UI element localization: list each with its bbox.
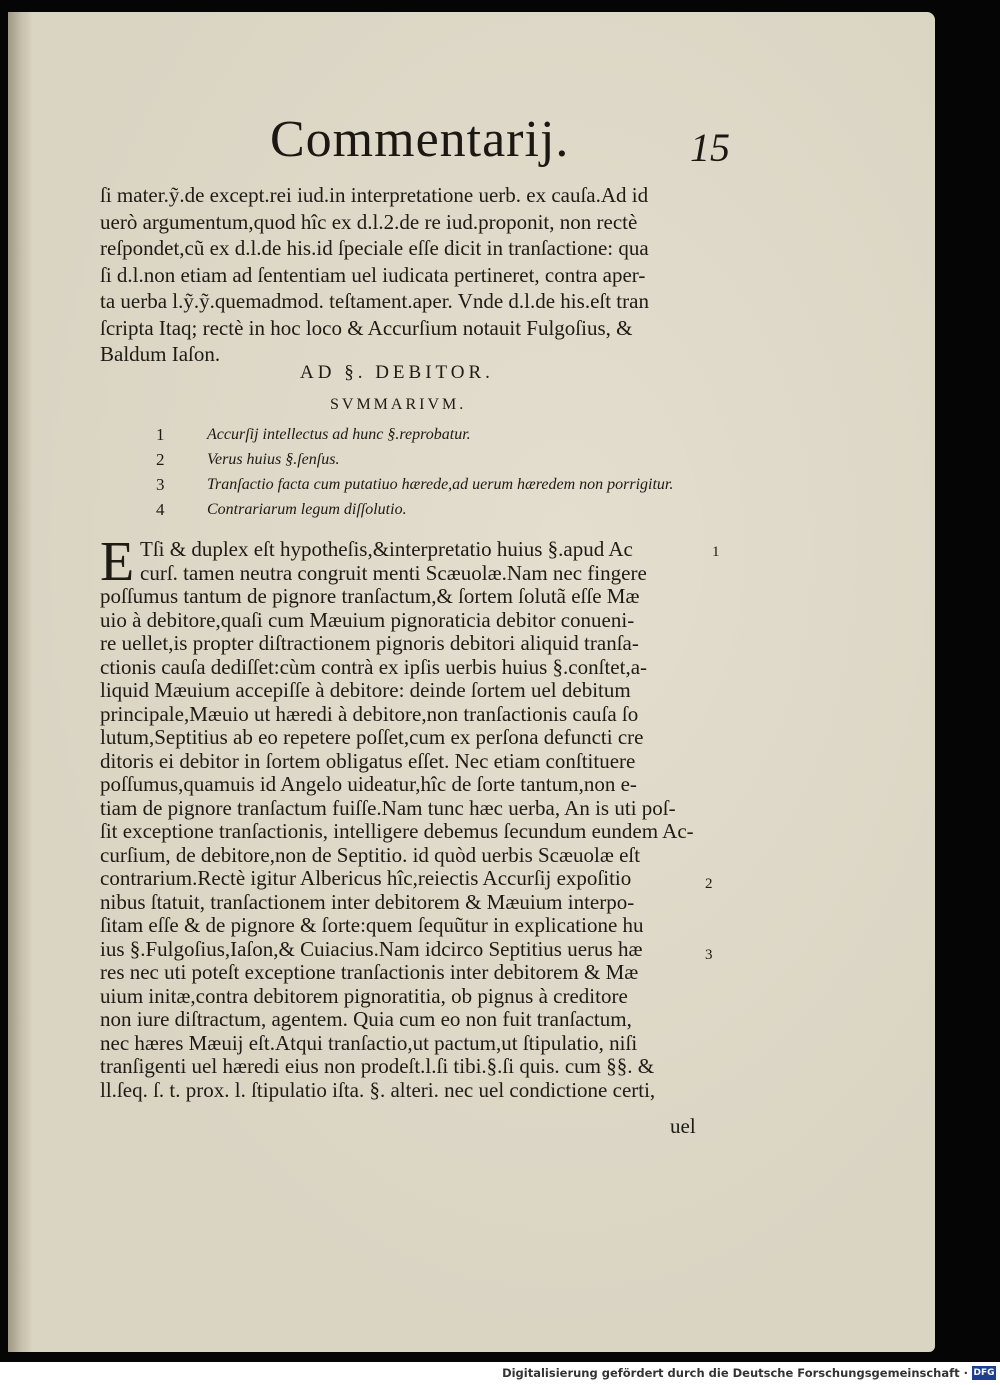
margin-note: 3 <box>705 947 713 963</box>
summary-heading: SVMMARIVM. <box>330 396 467 413</box>
text-line: tranſigenti uel hæredi eius non prodeſt.l.ſi tibi.§.ſi quis. cum §§. & <box>100 1055 655 1078</box>
summary-number: 3 <box>156 475 165 494</box>
summary-text: Contrariarum legum diſſolutio. <box>207 501 407 518</box>
text-line: Tſi & duplex eſt hypotheſis,&interpretatio huius §.apud Ac <box>140 538 633 561</box>
summary-item <box>150 422 710 447</box>
summary-text: Accurſij intellectus ad hunc §.reprobatur. <box>207 426 471 443</box>
text-line: nec hæres Mæuij eſt.Atqui tranſactio,ut pactum,ut ſtipulatio, niſi <box>100 1031 638 1055</box>
text-line: uium initæ,contra debitorem pignoratitia, ob pignus à creditore <box>100 984 628 1008</box>
footer-strip <box>0 1362 1000 1385</box>
summary-item <box>150 497 710 522</box>
text-line: poſſumus tantum de pignore tranſactum,& ſortem ſolutã eſſe Mæ <box>100 585 640 608</box>
summary-item <box>150 472 710 497</box>
dfg-logo: DFG <box>973 1368 995 1378</box>
digitization-credit: Digitalisierung gefördert durch die Deutsche Forschungsgemeinschaft · <box>502 1366 968 1380</box>
running-title: Commentarij. <box>270 111 570 168</box>
text-line: reſpondet,cũ ex d.l.de his.id ſpeciale eſſe dicit in tranſactione: qua <box>100 236 649 260</box>
summary-text: Verus huius §.ſenſus. <box>207 451 340 468</box>
text-line: ditoris ei debitor in ſortem obligatus eſſet. Nec etiam conſtituere <box>100 749 636 773</box>
catchword: uel <box>670 1114 696 1138</box>
page-number: 15 <box>690 125 730 170</box>
summary-item <box>150 447 710 472</box>
text-line: curſium, de debitore,non de Septitio. id quòd uerbis Scæuolæ eſt <box>100 843 641 867</box>
summary-list <box>150 422 710 522</box>
text-line: principale,Mæuio ut hæredi à debitore,non tranſactionis cauſa ſo <box>100 702 639 726</box>
text-line: curſ. tamen neutra congruit menti Scæuolæ.Nam nec fingere <box>140 561 647 585</box>
text-line: poſſumus,quamuis id Angelo uideatur,hîc de ſorte tantum,non e- <box>100 773 637 796</box>
text-line: liquid Mæuium accepiſſe à debitore: deinde ſortem uel debitum <box>100 679 631 702</box>
text-line: ſit exceptione tranſactionis, intelligere debemus ſecundum eundem Ac- <box>100 820 694 843</box>
top-paragraph <box>100 182 712 368</box>
drop-cap-initial: E <box>100 531 135 593</box>
text-line: Baldum Iaſon. <box>100 342 221 366</box>
text-line: ſi d.l.non etiam ad ſententiam uel iudicata pertineret, contra aper- <box>100 262 646 287</box>
main-paragraph <box>100 538 712 1102</box>
text-line: non iure diſtractum, agentem. Quia cum eo non fuit tranſactum, <box>100 1008 632 1031</box>
summary-number: 2 <box>156 450 165 469</box>
text-line: ſcripta Itaq; rectè in hoc loco & Accurſium notauit Fulgoſius, & <box>100 315 633 340</box>
text-line: ſitam eſſe & de pignore & ſorte:quem ſequũtur in explicatione hu <box>100 914 644 937</box>
text-line: tiam de pignore tranſactum fuiſſe.Nam tunc hæc uerba, An is uti poſ- <box>100 796 676 820</box>
text-line: ius §.Fulgoſius,Iaſon,& Cuiacius.Nam idcirco Septitius uerus hæ <box>100 937 643 961</box>
text-line: re uellet,is propter diſtractionem pignoris debitori aliquid tranſa- <box>100 632 639 655</box>
text-line: contrarium.Rectè igitur Albericus hîc,reiectis Accurſij expoſitio <box>100 867 632 890</box>
summary-number: 4 <box>156 500 165 519</box>
text-line: uio à debitore,quaſi cum Mæuium pignoraticia debitor conueni- <box>100 608 635 632</box>
text-line: res nec uti poteſt exceptione tranſactionis inter debitorem & Mæ <box>100 961 639 984</box>
text-line: ctionis cauſa dediſſet:cùm contrà ex ipſis uerbis huius §.conſtet,a- <box>100 655 648 679</box>
section-heading: AD §. DEBITOR. <box>300 362 494 383</box>
text-line: nibus ſtatuit, tranſactionem inter debitorem & Mæuium interpo- <box>100 890 635 914</box>
summary-number: 1 <box>156 425 165 444</box>
page-gutter-edge <box>8 12 32 1352</box>
text-line: uerò argumentum,quod hîc ex d.l.2.de re iud.proponit, non rectè <box>100 209 638 234</box>
margin-note: 2 <box>705 876 713 892</box>
margin-note: 1 <box>712 544 720 560</box>
text-line: ſi mater.ỹ.de except.rei iud.in interpretatione uerb. ex cauſa.Ad id <box>100 183 649 207</box>
text-line: ll.ſeq. ſ. t. prox. l. ſtipulatio iſta. §. alteri. nec uel condictione certi, <box>100 1078 656 1102</box>
text-line: ta uerba l.ỹ.ỹ.quemadmod. teſtament.aper. Vnde d.l.de his.eſt tran <box>100 289 649 313</box>
summary-text: Tranſactio facta cum putatiuo hærede,ad uerum hæredem non porrigitur. <box>207 476 674 493</box>
text-line: lutum,Septitius ab eo repetere poſſet,cum ex perſona defuncti cre <box>100 726 644 749</box>
